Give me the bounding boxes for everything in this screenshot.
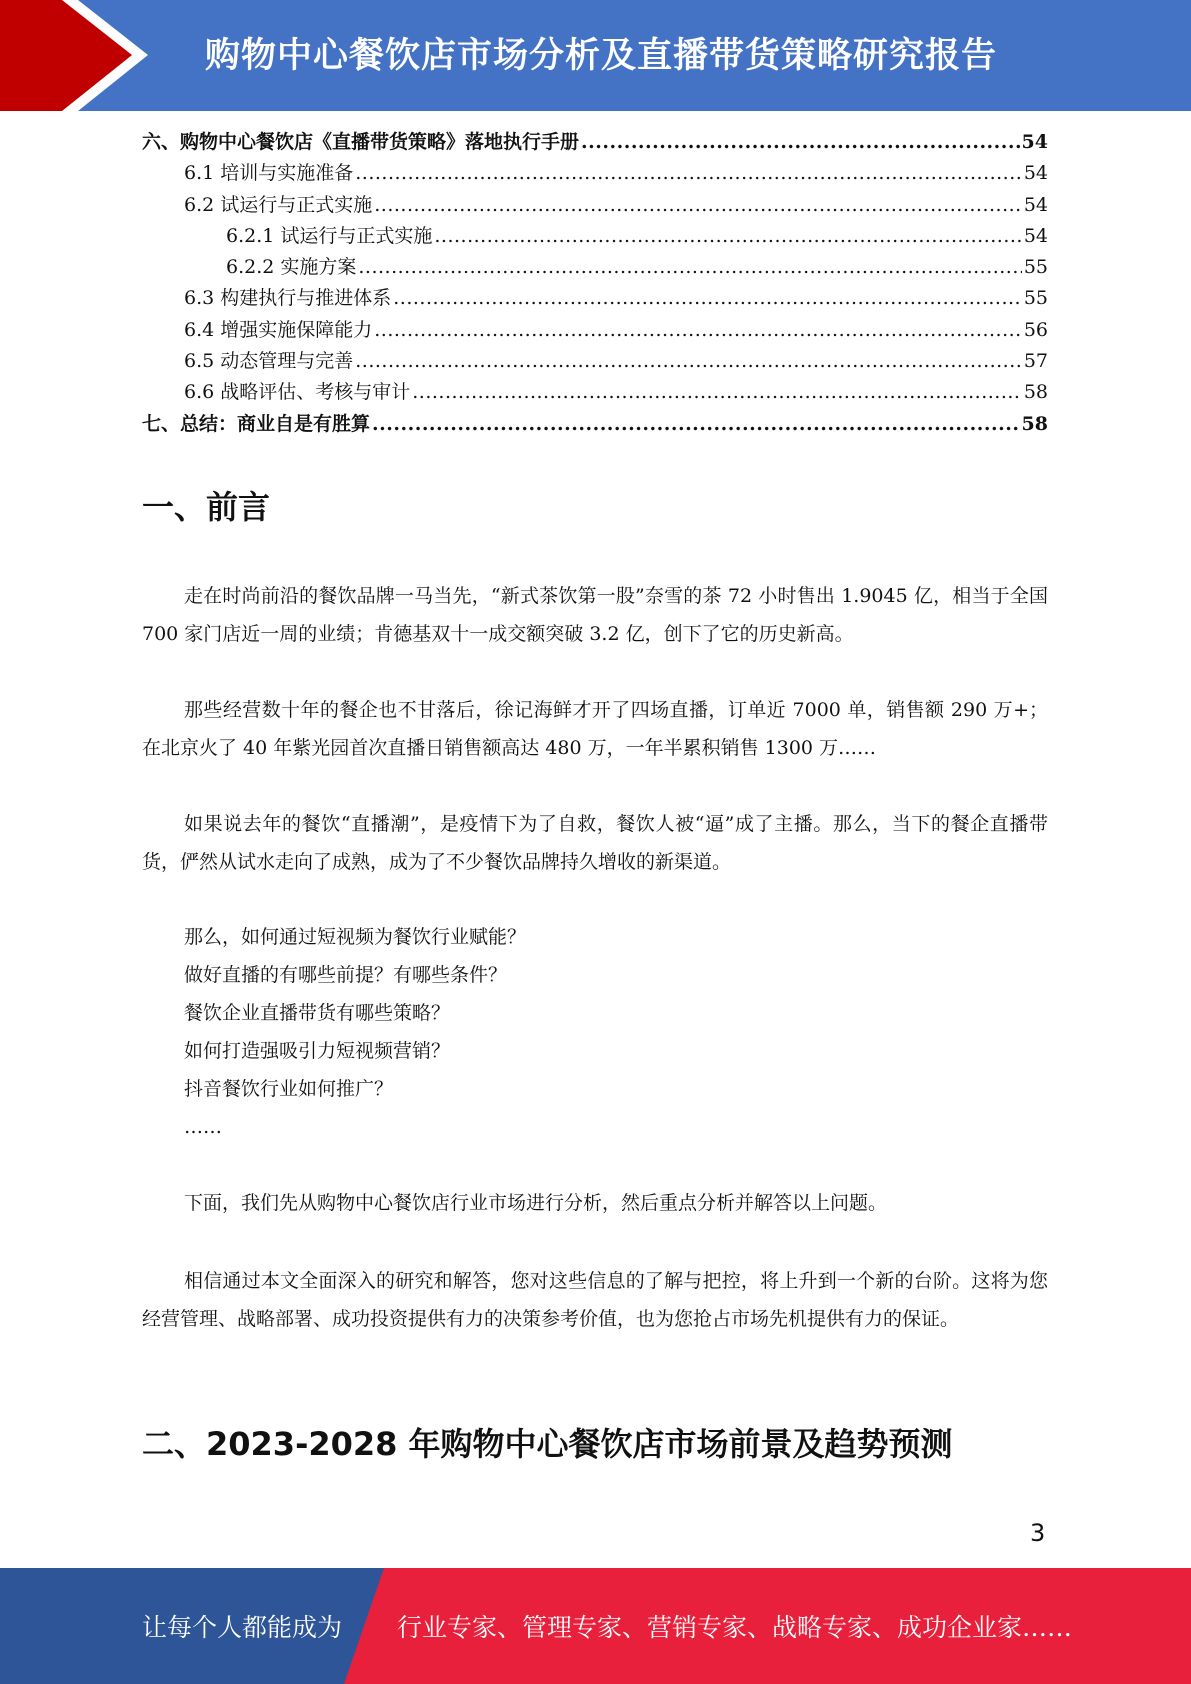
toc-entry[interactable] bbox=[142, 315, 1048, 346]
toc-entry-label: 6.6 战略评估、考核与审计 bbox=[184, 381, 411, 404]
page-number: 3 bbox=[1030, 1519, 1046, 1547]
toc-entry[interactable] bbox=[142, 127, 1048, 158]
question-item: 做好直播的有哪些前提？有哪些条件？ bbox=[184, 964, 508, 986]
section-heading-preface: 一、前言 bbox=[142, 488, 271, 526]
toc-entry[interactable] bbox=[142, 346, 1048, 377]
body-paragraph: 相信通过本文全面深入的研究和解答，您对这些信息的了解与把控，将上升到一个新的台阶。这将为您经营管理、战略部署、成功投资提供有力的决策参考价值，也为您抢占市场先机提供有力的保证。 bbox=[142, 1270, 1048, 1330]
toc-entry[interactable] bbox=[142, 377, 1048, 408]
header-title: 购物中心餐饮店市场分析及直播带货策略研究报告 bbox=[205, 36, 998, 76]
toc-entry-page: 57 bbox=[1023, 350, 1048, 373]
toc-entry[interactable] bbox=[142, 221, 1048, 252]
body-paragraph: 如果说去年的餐饮“直播潮”，是疫情下为了自救，餐饮人被“逼”成了主播。那么，当下的餐企直播带货，俨然从试水走向了成熟，成为了不少餐饮品牌持久增收的新渠道。 bbox=[142, 813, 1048, 873]
toc-entry[interactable] bbox=[142, 158, 1048, 189]
body-paragraph: 下面，我们先从购物中心餐饮店行业市场进行分析，然后重点分析并解答以上问题。 bbox=[184, 1192, 888, 1214]
toc-entry-page: 55 bbox=[1023, 287, 1048, 310]
toc-entry-label: 6.3 构建执行与推进体系 bbox=[184, 287, 392, 310]
toc-entry-page: 55 bbox=[1023, 256, 1048, 279]
footer-slogan-left: 让每个人都能成为 bbox=[142, 1613, 343, 1642]
footer-slogan-right: 行业专家、管理专家、营销专家、战略专家、成功企业家…… bbox=[397, 1613, 1073, 1642]
question-item: 那么，如何通过短视频为餐饮行业赋能？ bbox=[184, 926, 527, 948]
toc-entry-label: 6.2.1 试运行与正式实施 bbox=[226, 224, 433, 247]
toc-entry[interactable] bbox=[142, 283, 1048, 314]
toc-entry-page: 54 bbox=[1023, 224, 1048, 247]
section-heading-forecast: 二、2023-2028 年购物中心餐饮店市场前景及趋势预测 bbox=[142, 1425, 953, 1463]
table-of-contents bbox=[142, 127, 1048, 440]
toc-entry-page: 56 bbox=[1023, 318, 1048, 341]
toc-entry-page: 54 bbox=[1023, 162, 1048, 185]
toc-entry-page: 58 bbox=[1021, 412, 1048, 435]
toc-entry-label: 6.1 培训与实施准备 bbox=[184, 162, 354, 185]
question-item: 餐饮企业直播带货有哪些策略？ bbox=[184, 1002, 451, 1024]
toc-entry[interactable] bbox=[142, 190, 1048, 221]
toc-entry-label: 6.2 试运行与正式实施 bbox=[184, 193, 373, 216]
body-paragraph: 那些经营数十年的餐企也不甘落后，徐记海鲜才开了四场直播，订单近 7000 单，销售额 290 万+；在北京火了 40 年紫光园首次直播日销售额高达 480 万，一年半累积销售 1300 万…… bbox=[142, 699, 1048, 759]
page-header bbox=[0, 0, 1191, 111]
question-item: …… bbox=[184, 1116, 222, 1138]
toc-entry[interactable] bbox=[142, 252, 1048, 283]
toc-entry-label: 六、购物中心餐饮店《直播带货策略》落地执行手册 bbox=[142, 131, 580, 153]
toc-entry-label: 6.4 增强实施保障能力 bbox=[184, 318, 373, 341]
toc-entry[interactable] bbox=[142, 409, 1048, 440]
toc-entry-page: 54 bbox=[1021, 131, 1048, 153]
page-footer bbox=[0, 1568, 1191, 1684]
toc-entry-label: 七、总结：商业自是有胜算 bbox=[142, 412, 371, 435]
question-item: 如何打造强吸引力短视频营销？ bbox=[184, 1040, 451, 1062]
toc-entry-label: 6.2.2 实施方案 bbox=[226, 256, 357, 279]
question-list bbox=[184, 918, 526, 1146]
body-paragraph: 走在时尚前沿的餐饮品牌一马当先，“新式茶饮第一股”奈雪的茶 72 小时售出 1.9045 亿，相当于全国 700 家门店近一周的业绩；肯德基双十一成交额突破 3.2 亿，创下了它的历史新高。 bbox=[142, 585, 1048, 645]
toc-entry-page: 58 bbox=[1023, 381, 1048, 404]
toc-entry-page: 54 bbox=[1023, 193, 1048, 216]
question-item: 抖音餐饮行业如何推广？ bbox=[184, 1078, 394, 1100]
toc-entry-label: 6.5 动态管理与完善 bbox=[184, 350, 354, 373]
